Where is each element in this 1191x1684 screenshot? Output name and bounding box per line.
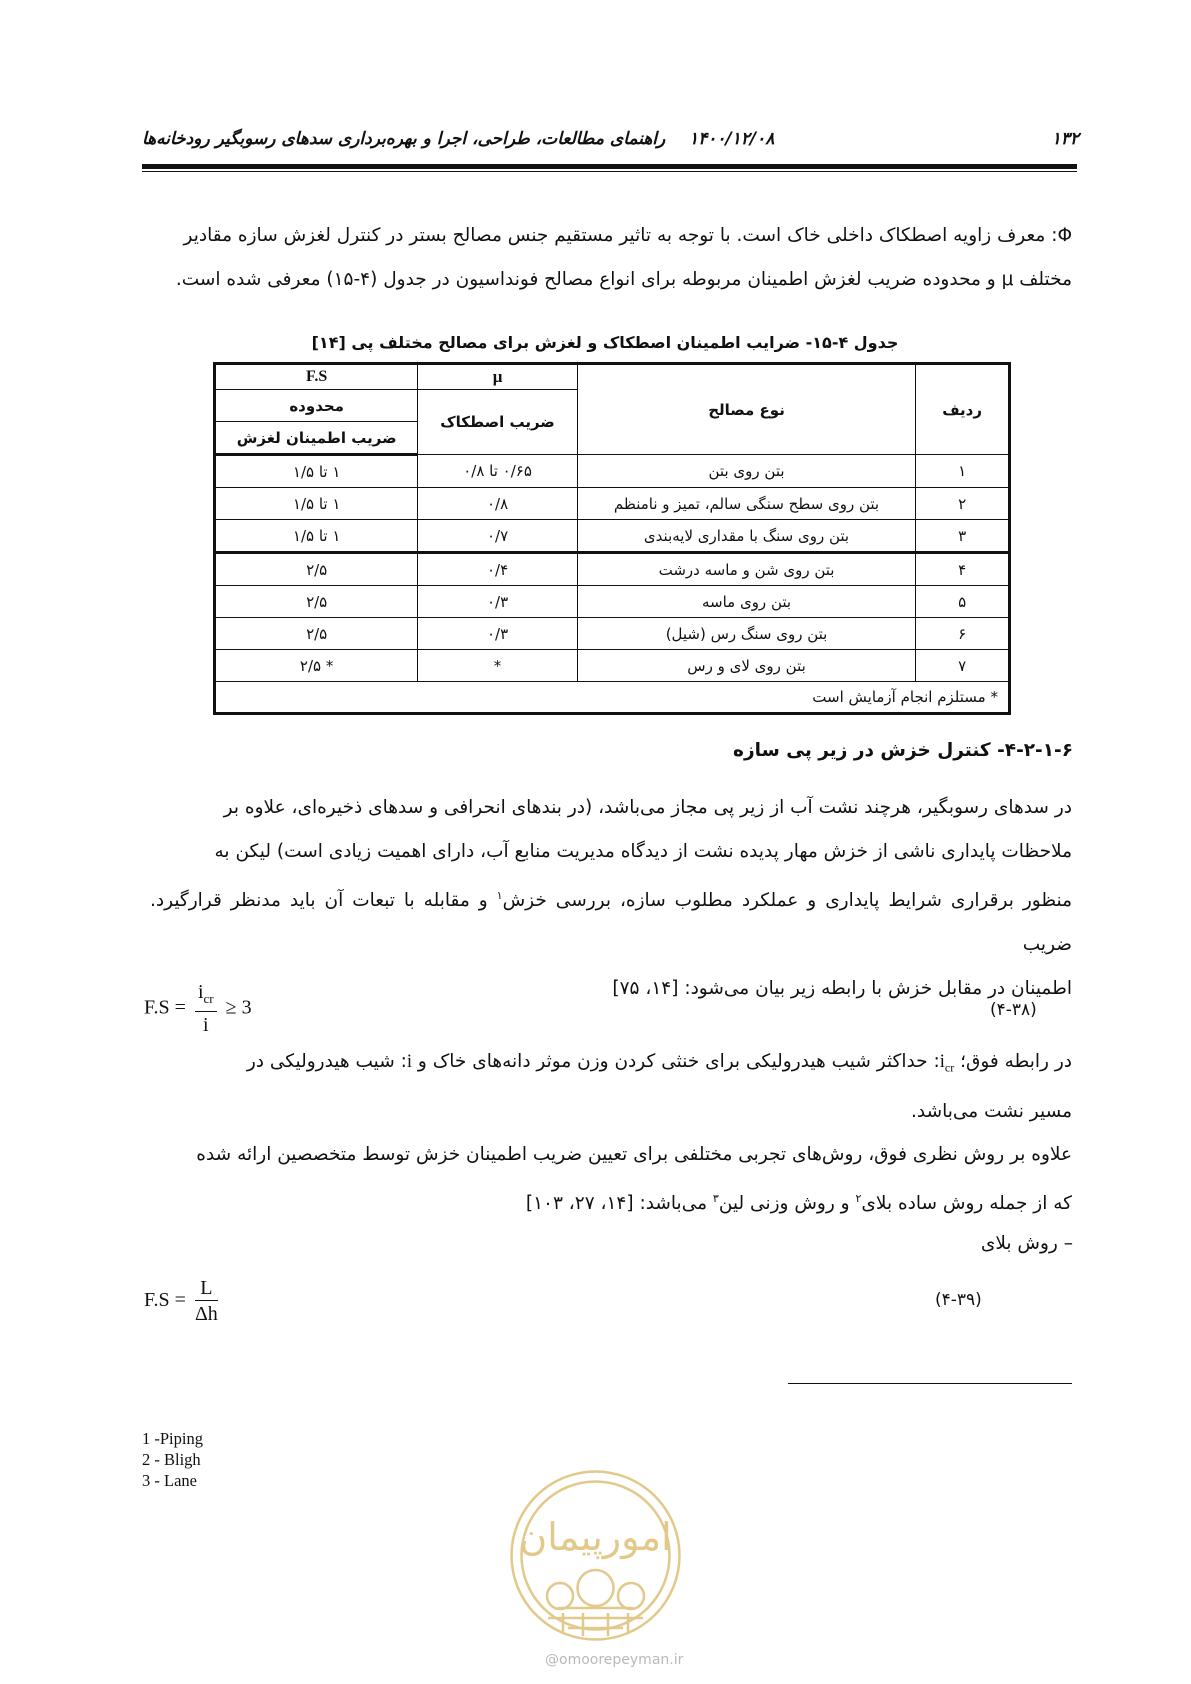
row-number-cell: ۲ (916, 488, 1010, 520)
footnote-1: 1 -Piping (142, 1429, 203, 1448)
friction-coefficient-cell: ۰/۳ (418, 586, 578, 618)
row-number-cell: ۴ (916, 553, 1010, 586)
material-cell: بتن روی ماسه (577, 586, 915, 618)
friction-coefficient-cell: ۰/۷ (418, 520, 578, 553)
safety-factor-cell: ۱ تا ۱/۵ (215, 488, 418, 520)
methods-line-2: که از جمله روش ساده بلای$^۲$ و روش وزنی لین$^۳$ می‌باشد: [۱۴، ۲۷، ۱۰۳] (525, 1192, 1072, 1215)
table-row (215, 553, 1010, 586)
intro-line-2: مختلف μ و محدوده ضریب لغزش اطمینان مربوطه برای انواع مصالح فونداسیون در جدول (۴-۱۵) معرفی شده است. (175, 269, 1072, 290)
friction-coefficient-cell: ۰/۸ (418, 488, 578, 520)
creep-line-1: در سدهای رسوبگیر، هرچند نشت آب از زیر پی مجاز می‌باشد، (در بندهای انحرافی و سدهای ذخیره‌ای، علاوه بر (223, 797, 1072, 818)
friction-table (213, 362, 1011, 715)
header-fs-label: ضریب اطمینان لغزش (215, 422, 418, 455)
footnote-ref-2[interactable]: ۲ (855, 1192, 862, 1205)
running-header (142, 129, 774, 149)
equation-38-number: (۴-۳۸) (990, 1000, 1037, 1020)
row-number-cell: ۳ (916, 520, 1010, 553)
bligh-bullet: – روش بلای (980, 1233, 1073, 1254)
safety-factor-cell: ۱ تا ۱/۵ (215, 455, 418, 488)
material-cell: بتن روی شن و ماسه درشت (577, 553, 915, 586)
table-row (215, 618, 1010, 650)
footnote-2: 2 - Bligh (142, 1450, 201, 1469)
table-row (215, 650, 1010, 682)
methods-line-1: علاوه بر روش نظری فوق، روش‌های تجربی مختلفی برای تعیین ضریب اطمینان خزش توسط متخصصین ارائه شده (196, 1144, 1072, 1165)
safety-factor-cell: ۲/۵ (215, 618, 418, 650)
row-number-cell: ۶ (916, 618, 1010, 650)
creep-line-2: ملاحظات پایداری ناشی از خزش مهار پدیده نشت از دیدگاه مدیریت منابع آب، دارای اهمیت زیادی است) لیکن به (214, 841, 1072, 862)
methods-paragraph (150, 1133, 1072, 1226)
intro-line-1: Φ: معرف زاویه اصطکاک داخلی خاک است. با توجه به تاثیر مستقیم جنس مصالح بستر در کنترل لغزش سازه مقادیر (183, 225, 1072, 246)
section-heading: ۴-۲-۱-۶- کنترل خزش در زیر پی سازه (733, 740, 1073, 761)
material-cell: بتن روی بتن (577, 455, 915, 488)
safety-factor-cell: ۲/۵ (215, 553, 418, 586)
table-caption: جدول ۴-۱۵- ضرایب اطمینان اصطکاک و لغزش برای مصالح مختلف پی [۱۴] (311, 333, 899, 352)
table-row (215, 586, 1010, 618)
creep-line-3: منظور برقراری شرایط پایداری و عملکرد مطلوب سازه، بررسی خزش$^۱$ و مقابله با تبعات آن باید مدنظر قرارگیرد. ضریب (150, 889, 1072, 956)
variables-line-2: مسیر نشت می‌باشد. (911, 1100, 1072, 1122)
header-fs-range: محدوده (215, 390, 418, 422)
safety-factor-cell: * ۲/۵ (215, 650, 418, 682)
watermark-site: @omoorepeyman.ir (545, 1652, 684, 1668)
header-title: راهنمای مطالعات، طراحی، اجرا و بهره‌برداری سدهای رسوبگیر رودخانه‌ها (142, 129, 666, 149)
table-row (215, 520, 1010, 553)
intro-paragraph (150, 214, 1072, 302)
row-number-cell: ۵ (916, 586, 1010, 618)
friction-coefficient-cell: ۰/۳ (418, 618, 578, 650)
footnote-3: 3 - Lane (142, 1471, 197, 1490)
equation-39: F.S = $\frac{L}{\Delta h}$ (144, 1277, 218, 1325)
page-number: ۱۳۲ (1051, 129, 1079, 149)
row-number-cell: ۷ (916, 650, 1010, 682)
header-mu-symbol: μ (418, 364, 578, 390)
footnote-rule (788, 1383, 1072, 1384)
material-cell: بتن روی سطح سنگی سالم، تمیز و نامنظم (577, 488, 915, 520)
friction-coefficient-cell: ۰/۶۵ تا ۰/۸ (418, 455, 578, 488)
creep-line-4: اطمینان در مقابل خزش با رابطه زیر بیان می‌شود: [۱۴، ۷۵] (612, 978, 1072, 1000)
footnote-ref-1[interactable]: ۱ (496, 889, 503, 902)
material-cell: بتن روی سنگ با مقداری لایه‌بندی (577, 520, 915, 553)
footnotes (142, 1428, 203, 1491)
table-row (215, 488, 1010, 520)
equation-38: F.S = $\frac{i_{cr}}{i}$ ≥ 3 (144, 981, 252, 1036)
equation-38-fraction: $\frac{i_{cr}}{i}$ (195, 980, 217, 1038)
table-row (215, 455, 1010, 488)
watermark-logo-text: امورپیمان (519, 1515, 672, 1559)
row-number-cell: ۱ (916, 455, 1010, 488)
friction-coefficient-cell: * (418, 650, 578, 682)
table-note: * مستلزم انجام آزمایش است (215, 682, 1010, 714)
header-material: نوع مصالح (577, 364, 915, 455)
equation-39-number: (۴-۳۹) (935, 1290, 982, 1310)
variables-paragraph (150, 1040, 1072, 1134)
header-row-no: ردیف (916, 364, 1010, 455)
footnote-ref-3[interactable]: ۳ (712, 1192, 719, 1205)
material-cell: بتن روی سنگ رس (شیل) (577, 618, 915, 650)
phi-symbol: Φ (1057, 225, 1072, 246)
creep-paragraph (150, 786, 1072, 1011)
header-date: ۱۴۰۰/۱۲/۰۸ (688, 129, 775, 149)
equation-39-fraction: $\frac{L}{\Delta h}$ (194, 1277, 218, 1325)
header-rule (142, 164, 1077, 169)
header-mu-label: ضریب اصطکاک (418, 390, 578, 455)
material-cell: بتن روی لای و رس (577, 650, 915, 682)
variables-line-1: در رابطه فوق؛ $i_{cr}$: حداکثر شیب هیدرولیکی برای خنثی کردن وزن موثر دانه‌های خاک و i: شیب هیدرولیکی در (246, 1051, 1072, 1075)
friction-coefficient-cell: ۰/۴ (418, 553, 578, 586)
safety-factor-cell: ۲/۵ (215, 586, 418, 618)
header-rule-thin (142, 171, 1077, 172)
header-fs-symbol: F.S (215, 364, 418, 390)
watermark-seal-logo (508, 1468, 683, 1643)
safety-factor-cell: ۱ تا ۱/۵ (215, 520, 418, 553)
